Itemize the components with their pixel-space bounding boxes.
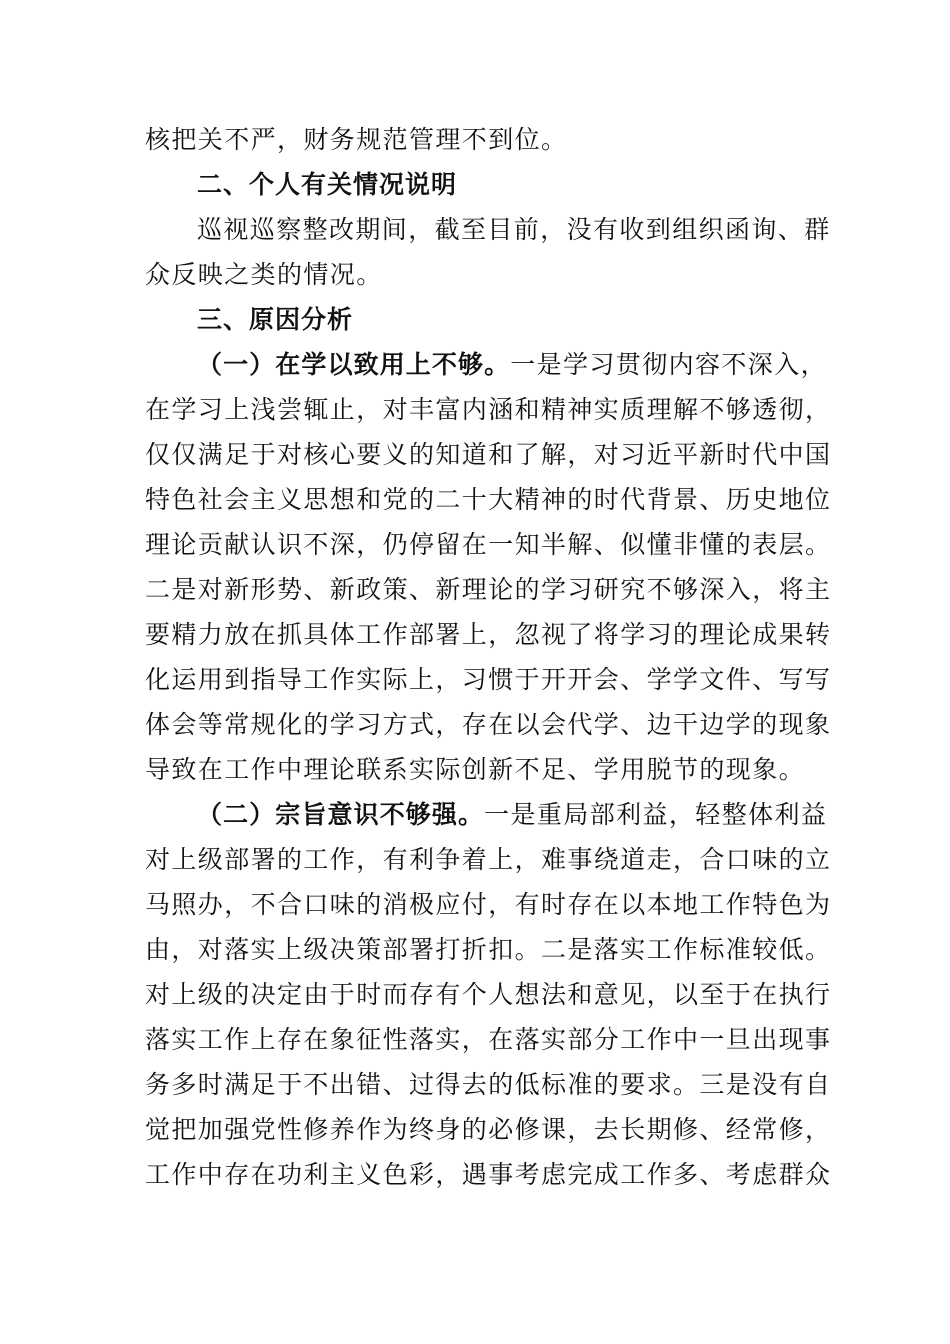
subsection-heading-2: （二）宗旨意识不够强。 (197, 800, 485, 829)
paragraph-line: 仅仅满足于对核心要义的知道和了解，对习近平新时代中国 (145, 440, 832, 469)
paragraph-line: 在学习上浅尝辄止，对丰富内涵和精神实质理解不够透彻， (145, 395, 832, 424)
paragraph-line: 由，对落实上级决策部署打折扣。二是落实工作标准较低。 (145, 935, 832, 964)
section-heading-cause-analysis: 三、原因分析 (197, 305, 354, 334)
paragraph-line: 要精力放在抓具体工作部署上，忽视了将学习的理论成果转 (145, 620, 832, 649)
paragraph-line: 对上级部署的工作，有利争着上，难事绕道走，合口味的立 (145, 845, 832, 874)
paragraph-line: 巡视巡察整改期间，截至目前，没有收到组织函询、群 (197, 215, 831, 244)
paragraph-line: 对上级的决定由于时而存有个人想法和意见，以至于在执行 (145, 980, 832, 1009)
paragraph-line: 工作中存在功利主义色彩，遇事考虑完成工作多、考虑群众 (145, 1160, 832, 1189)
paragraph-line: 觉把加强党性修养作为终身的必修课，去长期修、经常修， (145, 1115, 832, 1144)
section-heading-personal-situation: 二、个人有关情况说明 (197, 170, 458, 199)
paragraph-line (197, 793, 827, 837)
paragraph-line: 导致在工作中理论联系实际创新不足、学用脱节的现象。 (145, 755, 806, 784)
paragraph-line: 马照办，不合口味的消极应付，有时存在以本地工作特色为 (145, 890, 832, 919)
paragraph-text: 一是重局部利益，轻整体利益 (484, 800, 828, 829)
paragraph-line (197, 343, 827, 387)
paragraph-line: 特色社会主义思想和党的二十大精神的时代背景、历史地位 (145, 485, 832, 514)
paragraph-line: 众反映之类的情况。 (145, 260, 383, 289)
paragraph-text: 一是学习贯彻内容不深入， (510, 350, 828, 379)
paragraph-line: 核把关不严，财务规范管理不到位。 (145, 125, 568, 154)
paragraph-line: 务多时满足于不出错、过得去的低标准的要求。三是没有自 (145, 1070, 832, 1099)
paragraph-line: 理论贡献认识不深，仍停留在一知半解、似懂非懂的表层。 (145, 530, 832, 559)
paragraph-line: 体会等常规化的学习方式，存在以会代学、边干边学的现象 (145, 710, 832, 739)
paragraph-line: 化运用到指导工作实际上，习惯于开开会、学学文件、写写 (145, 665, 832, 694)
paragraph-line: 二是对新形势、新政策、新理论的学习研究不够深入，将主 (145, 575, 832, 604)
paragraph-line: 落实工作上存在象征性落实，在落实部分工作中一旦出现事 (145, 1025, 832, 1054)
subsection-heading-1: （一）在学以致用上不够。 (197, 350, 511, 379)
